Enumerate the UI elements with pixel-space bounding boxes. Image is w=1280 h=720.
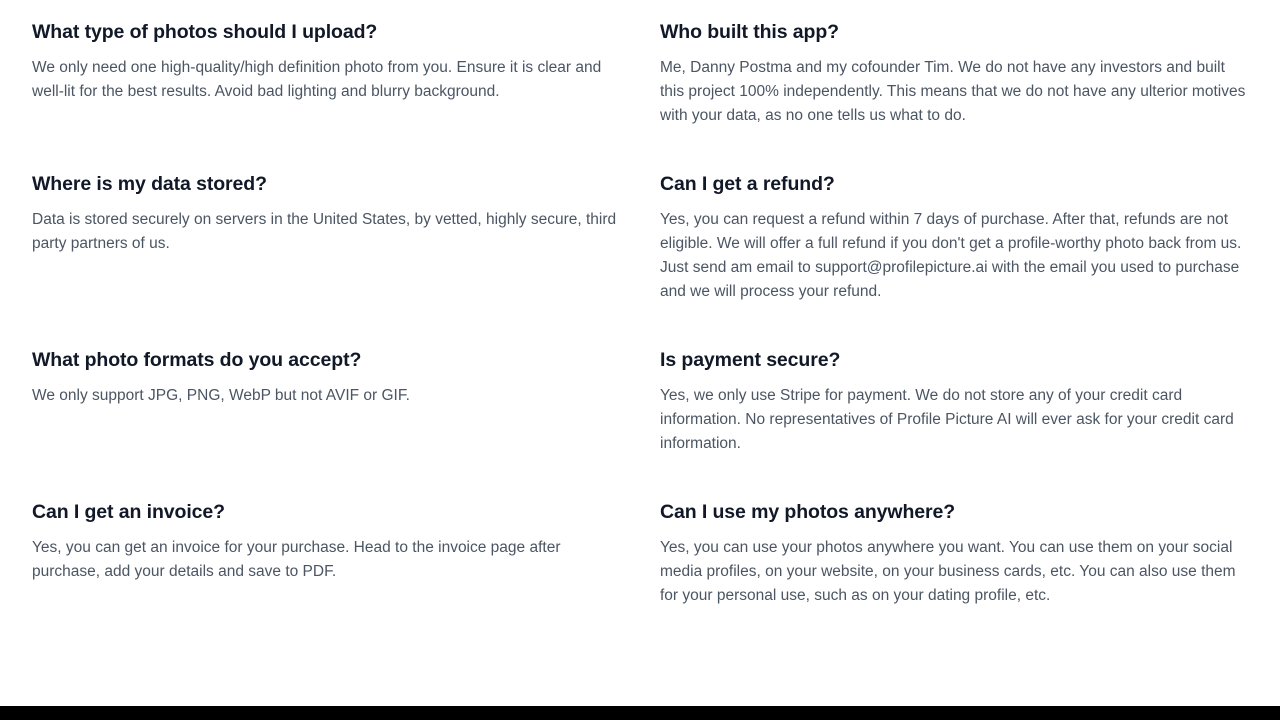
faq-question: Where is my data stored? xyxy=(32,173,267,195)
faq-answer: Me, Danny Postma and my cofounder Tim. We do not have any investors and built this project 100% independently. This means that we do not have any ulterior motives with your data, as no one tells us what to do. xyxy=(660,59,1246,124)
footer-bar xyxy=(0,706,1280,720)
faq-question: Can I get an invoice? xyxy=(32,501,225,523)
faq-answer: Yes, you can request a refund within 7 days of purchase. After that, refunds are not eligible. We will offer a full refund if you don't get a profile-worthy photo back from us. Just send am email to support@profilepicture.ai with the email you used to purchase and we will process your refund. xyxy=(660,211,1242,300)
faq-item-refund xyxy=(660,171,1248,304)
faq-item-who-built xyxy=(660,19,1248,128)
faq-answer: We only support JPG, PNG, WebP but not AVIF or GIF. xyxy=(32,387,410,404)
faq-question: What photo formats do you accept? xyxy=(32,349,362,371)
faq-question: What type of photos should I upload? xyxy=(32,21,378,43)
faq-item-photo-type xyxy=(32,19,620,104)
faq-answer: Yes, we only use Stripe for payment. We do not store any of your credit card information. No representatives of Profile Picture AI will ever ask for your credit card information. xyxy=(660,387,1234,452)
faq-item-use-anywhere xyxy=(660,499,1248,608)
faq-question: Who built this app? xyxy=(660,21,839,43)
faq-item-payment-secure xyxy=(660,347,1248,456)
faq-question: Can I use my photos anywhere? xyxy=(660,501,956,523)
faq-answer: Yes, you can use your photos anywhere you want. You can use them on your social media profiles, on your website, on your business cards, etc. You can also use them for your personal use, such as on your dating profile, etc. xyxy=(660,539,1236,604)
faq-answer: We only need one high-quality/high definition photo from you. Ensure it is clear and well-lit for the best results. Avoid bad lighting and blurry background. xyxy=(32,59,602,100)
faq-answer: Yes, you can get an invoice for your purchase. Head to the invoice page after purchase, add your details and save to PDF. xyxy=(32,539,561,580)
faq-answer: Data is stored securely on servers in the United States, by vetted, highly secure, third party partners of us. xyxy=(32,211,617,252)
faq-item-data-stored xyxy=(32,171,620,256)
faq-question: Can I get a refund? xyxy=(660,173,835,195)
faq-item-invoice xyxy=(32,499,620,584)
faq-question: Is payment secure? xyxy=(660,349,841,371)
faq-item-photo-formats xyxy=(32,347,620,408)
